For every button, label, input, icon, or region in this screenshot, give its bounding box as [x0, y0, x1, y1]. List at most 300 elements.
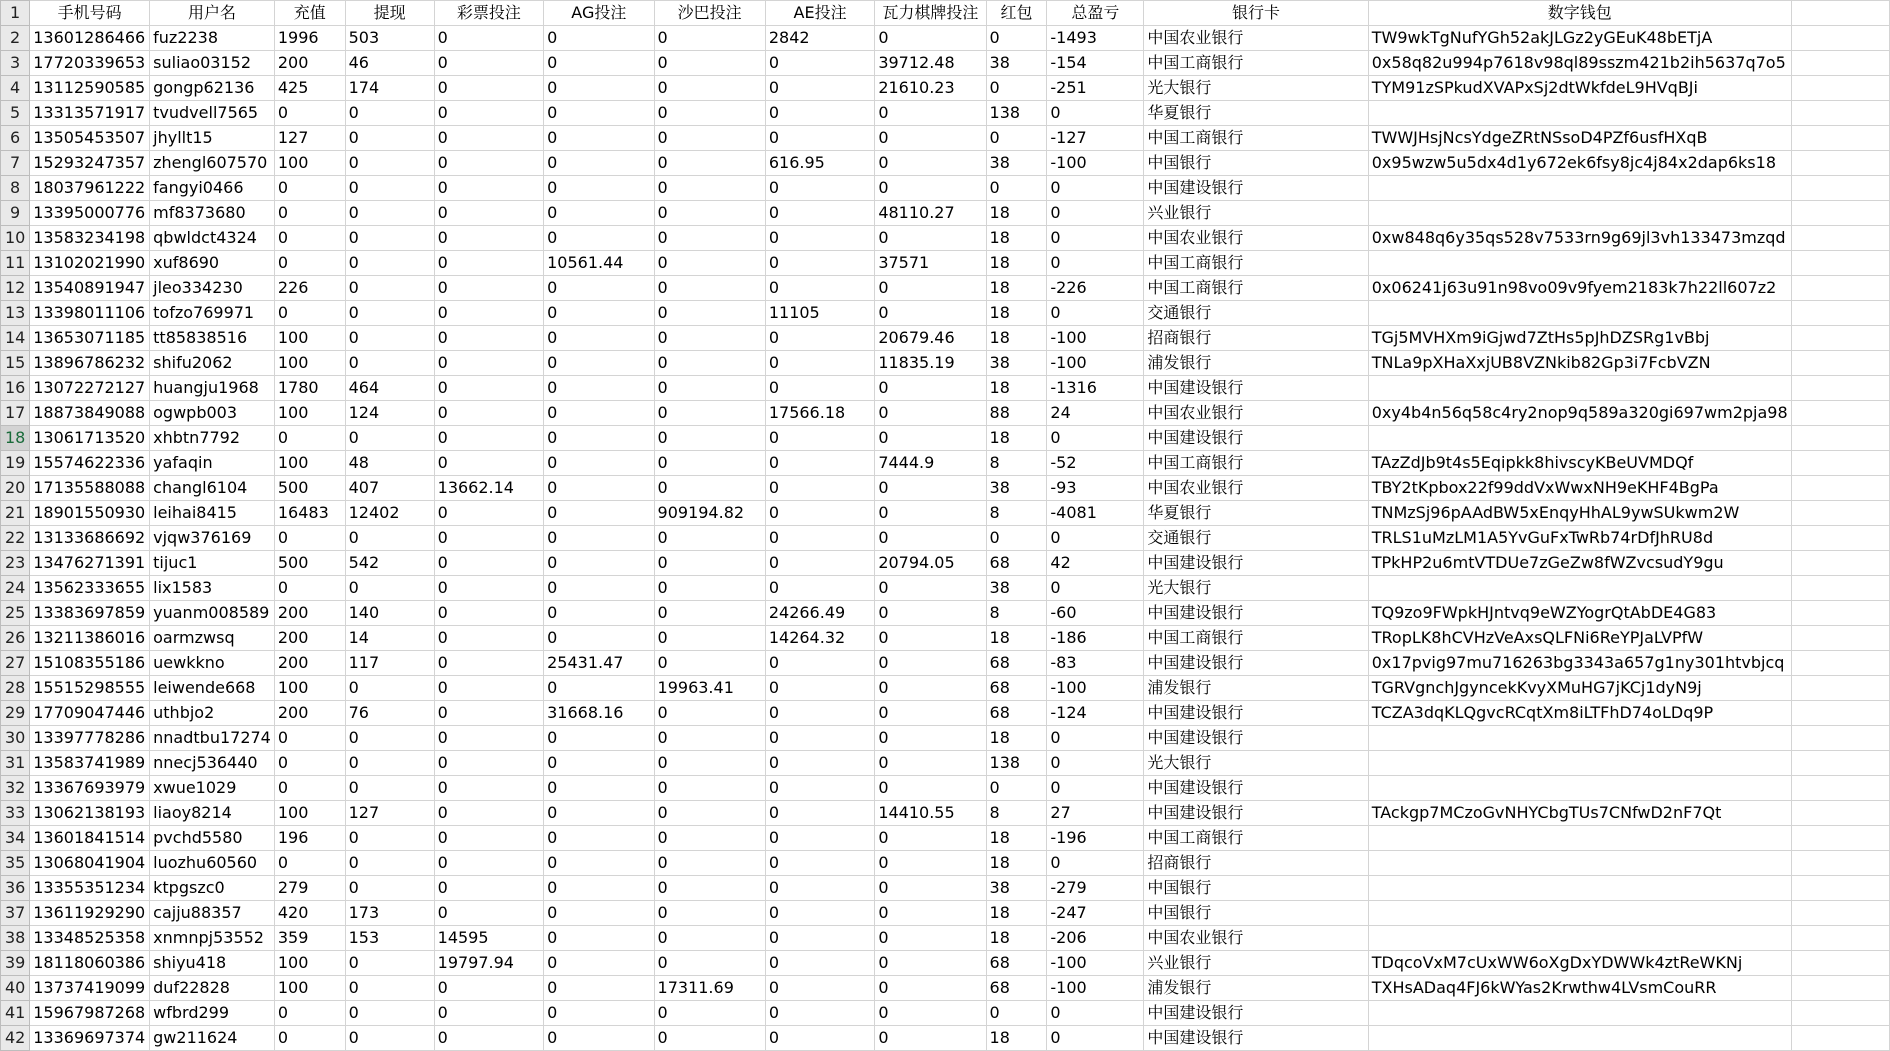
row-number[interactable]: 19 [1, 451, 30, 476]
table-cell[interactable]: -1493 [1047, 26, 1144, 51]
table-cell[interactable]: 中国工商银行 [1144, 126, 1368, 151]
table-cell[interactable]: 0 [544, 526, 654, 551]
table-cell[interactable]: leihai8415 [150, 501, 275, 526]
empty-cell[interactable] [1791, 426, 1889, 451]
table-cell[interactable]: 0 [544, 326, 654, 351]
table-cell[interactable]: 19797.94 [434, 951, 543, 976]
table-cell[interactable]: 0 [1047, 426, 1144, 451]
empty-cell[interactable] [1791, 26, 1889, 51]
table-cell[interactable]: TWWJHsjNcsYdgeZRtNSsoD4PZf6usfHXqB [1368, 126, 1791, 151]
table-cell[interactable]: 0 [875, 676, 986, 701]
table-cell[interactable]: 0 [1047, 101, 1144, 126]
table-cell[interactable] [1368, 1001, 1791, 1026]
table-cell[interactable]: 124 [345, 401, 434, 426]
table-cell[interactable]: 17709047446 [30, 701, 150, 726]
table-cell[interactable]: 0 [765, 776, 874, 801]
table-cell[interactable]: 0 [654, 126, 765, 151]
table-cell[interactable]: TAzZdJb9t4s5Eqipkk8hivscyKBeUVMDQf [1368, 451, 1791, 476]
table-cell[interactable]: 0 [1047, 751, 1144, 776]
table-cell[interactable]: 13112590585 [30, 76, 150, 101]
table-cell[interactable]: shiyu418 [150, 951, 275, 976]
table-cell[interactable]: 中国建设银行 [1144, 1001, 1368, 1026]
table-cell[interactable]: 17720339653 [30, 51, 150, 76]
table-cell[interactable]: 0 [345, 176, 434, 201]
table-cell[interactable]: 0 [765, 701, 874, 726]
row-number[interactable]: 11 [1, 251, 30, 276]
table-cell[interactable]: fangyi0466 [150, 176, 275, 201]
table-cell[interactable]: 18 [986, 1026, 1047, 1051]
table-cell[interactable]: 0 [986, 776, 1047, 801]
table-cell[interactable]: 0 [654, 251, 765, 276]
empty-cell[interactable] [1791, 526, 1889, 551]
row-number[interactable]: 8 [1, 176, 30, 201]
table-cell[interactable]: ogwpb003 [150, 401, 275, 426]
table-cell[interactable]: 中国银行 [1144, 901, 1368, 926]
table-cell[interactable]: 13395000776 [30, 201, 150, 226]
table-cell[interactable]: 0 [875, 576, 986, 601]
table-cell[interactable]: 0 [434, 651, 543, 676]
table-cell[interactable]: duf22828 [150, 976, 275, 1001]
table-cell[interactable]: 18 [986, 201, 1047, 226]
table-cell[interactable]: 0 [345, 426, 434, 451]
table-cell[interactable] [1368, 101, 1791, 126]
table-cell[interactable]: 0 [765, 476, 874, 501]
row-number[interactable]: 23 [1, 551, 30, 576]
table-cell[interactable]: 0 [544, 876, 654, 901]
table-cell[interactable]: oarmzwsq [150, 626, 275, 651]
table-cell[interactable]: 0 [875, 651, 986, 676]
row-number[interactable]: 40 [1, 976, 30, 1001]
table-cell[interactable]: -100 [1047, 326, 1144, 351]
table-cell[interactable] [1368, 776, 1791, 801]
table-cell[interactable]: 500 [274, 551, 345, 576]
table-cell[interactable]: 0 [765, 676, 874, 701]
table-cell[interactable]: 0 [654, 201, 765, 226]
table-cell[interactable]: 37571 [875, 251, 986, 276]
table-cell[interactable]: 13348525358 [30, 926, 150, 951]
table-cell[interactable]: 0 [654, 626, 765, 651]
table-cell[interactable]: 0 [345, 201, 434, 226]
table-cell[interactable]: 中国农业银行 [1144, 926, 1368, 951]
table-cell[interactable]: tofzo769971 [150, 301, 275, 326]
table-cell[interactable]: 18 [986, 726, 1047, 751]
empty-cell[interactable] [1791, 751, 1889, 776]
table-cell[interactable]: 0 [875, 726, 986, 751]
table-cell[interactable]: 0 [544, 226, 654, 251]
table-cell[interactable]: 0 [544, 26, 654, 51]
table-cell[interactable]: 0 [986, 126, 1047, 151]
table-cell[interactable]: fuz2238 [150, 26, 275, 51]
table-cell[interactable]: 0 [654, 226, 765, 251]
table-cell[interactable]: 24 [1047, 401, 1144, 426]
table-cell[interactable]: 0 [274, 176, 345, 201]
table-cell[interactable]: 38 [986, 151, 1047, 176]
table-cell[interactable]: 138 [986, 751, 1047, 776]
table-cell[interactable]: 13476271391 [30, 551, 150, 576]
table-cell[interactable]: 0 [875, 701, 986, 726]
table-cell[interactable]: 中国农业银行 [1144, 226, 1368, 251]
table-cell[interactable]: 14264.32 [765, 626, 874, 651]
table-cell[interactable]: 0 [875, 826, 986, 851]
table-cell[interactable]: 25431.47 [544, 651, 654, 676]
table-cell[interactable]: 0 [654, 701, 765, 726]
table-cell[interactable] [1368, 851, 1791, 876]
table-cell[interactable]: 0 [1047, 226, 1144, 251]
table-cell[interactable]: 19963.41 [654, 676, 765, 701]
table-cell[interactable]: 0 [654, 726, 765, 751]
table-cell[interactable]: TCZA3dqKLQgvcRCqtXm8iLTFhD74oLDq9P [1368, 701, 1791, 726]
row-number[interactable]: 34 [1, 826, 30, 851]
table-cell[interactable]: 38 [986, 476, 1047, 501]
table-cell[interactable]: -100 [1047, 151, 1144, 176]
table-cell[interactable]: -251 [1047, 76, 1144, 101]
table-cell[interactable]: 中国建设银行 [1144, 176, 1368, 201]
empty-cell[interactable] [1791, 976, 1889, 1001]
table-cell[interactable]: 18 [986, 426, 1047, 451]
table-cell[interactable]: 38 [986, 576, 1047, 601]
table-cell[interactable]: 0 [654, 751, 765, 776]
table-cell[interactable]: 中国建设银行 [1144, 776, 1368, 801]
table-cell[interactable]: 0 [544, 451, 654, 476]
table-cell[interactable]: 0 [765, 551, 874, 576]
table-cell[interactable]: 18 [986, 826, 1047, 851]
table-cell[interactable]: 0 [345, 101, 434, 126]
table-cell[interactable]: 0 [654, 351, 765, 376]
empty-cell[interactable] [1791, 51, 1889, 76]
table-cell[interactable]: 0 [765, 826, 874, 851]
table-cell[interactable]: 0 [274, 576, 345, 601]
table-cell[interactable] [1368, 301, 1791, 326]
table-cell[interactable]: jhyllt15 [150, 126, 275, 151]
table-cell[interactable]: 0 [765, 201, 874, 226]
table-cell[interactable]: 0 [345, 226, 434, 251]
row-number[interactable]: 2 [1, 26, 30, 51]
table-cell[interactable]: 18 [986, 626, 1047, 651]
table-cell[interactable]: 100 [274, 976, 345, 1001]
table-cell[interactable]: 0x95wzw5u5dx4d1y672ek6fsy8jc4j84x2dap6ks18 [1368, 151, 1791, 176]
table-cell[interactable]: 13583234198 [30, 226, 150, 251]
empty-cell[interactable] [1791, 676, 1889, 701]
table-cell[interactable]: gongp62136 [150, 76, 275, 101]
table-cell[interactable]: 0 [434, 201, 543, 226]
table-cell[interactable]: 招商银行 [1144, 851, 1368, 876]
table-cell[interactable]: 0 [765, 576, 874, 601]
table-cell[interactable]: tijuc1 [150, 551, 275, 576]
table-cell[interactable]: -196 [1047, 826, 1144, 851]
table-cell[interactable]: 0 [765, 126, 874, 151]
table-cell[interactable]: TGRVgnchJgyncekKvyXMuHG7jKCj1dyN9j [1368, 676, 1791, 701]
table-cell[interactable]: 0 [1047, 201, 1144, 226]
table-cell[interactable]: 0 [986, 76, 1047, 101]
table-cell[interactable]: -83 [1047, 651, 1144, 676]
table-cell[interactable]: 0 [654, 426, 765, 451]
table-cell[interactable]: 0 [544, 851, 654, 876]
table-cell[interactable]: 0 [544, 76, 654, 101]
table-cell[interactable]: 173 [345, 901, 434, 926]
table-cell[interactable]: 13068041904 [30, 851, 150, 876]
row-number[interactable]: 13 [1, 301, 30, 326]
table-cell[interactable]: 200 [274, 701, 345, 726]
table-cell[interactable]: 0 [875, 1026, 986, 1051]
table-cell[interactable]: 0 [654, 1026, 765, 1051]
empty-cell[interactable] [1791, 151, 1889, 176]
empty-cell[interactable] [1791, 926, 1889, 951]
table-cell[interactable]: 0 [765, 651, 874, 676]
empty-cell[interactable] [1791, 951, 1889, 976]
table-cell[interactable]: TQ9zo9FWpkHJntvq9eWZYogrQtAbDE4G83 [1368, 601, 1791, 626]
table-cell[interactable]: 31668.16 [544, 701, 654, 726]
table-cell[interactable]: 0 [875, 226, 986, 251]
table-cell[interactable]: 0 [875, 926, 986, 951]
row-number[interactable]: 17 [1, 401, 30, 426]
table-cell[interactable]: 464 [345, 376, 434, 401]
row-number[interactable]: 14 [1, 326, 30, 351]
header-cell-bank-card[interactable]: 银行卡 [1144, 1, 1368, 26]
table-cell[interactable]: 68 [986, 551, 1047, 576]
table-cell[interactable]: 18 [986, 926, 1047, 951]
table-cell[interactable]: 0 [765, 876, 874, 901]
row-number[interactable]: 22 [1, 526, 30, 551]
table-cell[interactable]: 0 [654, 526, 765, 551]
table-cell[interactable]: 0 [434, 451, 543, 476]
table-cell[interactable]: 招商银行 [1144, 326, 1368, 351]
table-cell[interactable]: 68 [986, 976, 1047, 1001]
table-cell[interactable]: 0 [654, 176, 765, 201]
table-cell[interactable]: 13061713520 [30, 426, 150, 451]
table-cell[interactable]: 13355351234 [30, 876, 150, 901]
table-cell[interactable]: qbwldct4324 [150, 226, 275, 251]
table-cell[interactable]: 11105 [765, 301, 874, 326]
table-cell[interactable]: mf8373680 [150, 201, 275, 226]
table-cell[interactable]: 0 [765, 526, 874, 551]
table-cell[interactable]: 0 [765, 76, 874, 101]
table-cell[interactable]: 42 [1047, 551, 1144, 576]
table-cell[interactable]: 8 [986, 601, 1047, 626]
table-cell[interactable]: 13583741989 [30, 751, 150, 776]
table-cell[interactable]: cajju88357 [150, 901, 275, 926]
table-cell[interactable]: 100 [274, 801, 345, 826]
table-cell[interactable]: 0 [986, 26, 1047, 51]
table-cell[interactable]: 0 [274, 201, 345, 226]
table-cell[interactable]: 13737419099 [30, 976, 150, 1001]
table-cell[interactable]: 0 [544, 751, 654, 776]
row-number[interactable]: 1 [1, 1, 30, 26]
table-cell[interactable]: 0 [434, 126, 543, 151]
table-cell[interactable]: 0 [654, 301, 765, 326]
table-cell[interactable]: 0 [434, 351, 543, 376]
table-cell[interactable]: 0 [1047, 1001, 1144, 1026]
table-cell[interactable]: 100 [274, 151, 345, 176]
header-cell-saba-bet[interactable]: 沙巴投注 [654, 1, 765, 26]
table-cell[interactable] [1368, 251, 1791, 276]
table-cell[interactable]: 18 [986, 851, 1047, 876]
header-cell-lottery-bet[interactable]: 彩票投注 [434, 1, 543, 26]
header-cell-wali-bet[interactable]: 瓦力棋牌投注 [875, 1, 986, 26]
table-cell[interactable]: 0 [544, 401, 654, 426]
table-cell[interactable]: 13072272127 [30, 376, 150, 401]
table-cell[interactable]: xuf8690 [150, 251, 275, 276]
table-cell[interactable]: 0 [345, 526, 434, 551]
table-cell[interactable]: 0 [434, 426, 543, 451]
table-cell[interactable]: -154 [1047, 51, 1144, 76]
table-cell[interactable]: 0 [765, 101, 874, 126]
table-cell[interactable]: 100 [274, 676, 345, 701]
table-cell[interactable]: 0 [544, 551, 654, 576]
row-number[interactable]: 3 [1, 51, 30, 76]
table-cell[interactable]: uewkkno [150, 651, 275, 676]
table-cell[interactable]: 174 [345, 76, 434, 101]
table-cell[interactable]: 0 [544, 626, 654, 651]
row-number[interactable]: 6 [1, 126, 30, 151]
table-cell[interactable]: 浦发银行 [1144, 976, 1368, 1001]
empty-cell[interactable] [1791, 726, 1889, 751]
table-cell[interactable]: TXHsADaq4FJ6kWYas2Krwthw4LVsmCouRR [1368, 976, 1791, 1001]
table-cell[interactable]: 0 [1047, 726, 1144, 751]
table-cell[interactable]: 0 [544, 926, 654, 951]
table-cell[interactable] [1368, 576, 1791, 601]
table-cell[interactable] [1368, 826, 1791, 851]
table-cell[interactable]: 0 [345, 276, 434, 301]
row-number[interactable]: 9 [1, 201, 30, 226]
table-cell[interactable]: 中国建设银行 [1144, 601, 1368, 626]
table-cell[interactable]: 0 [875, 626, 986, 651]
table-cell[interactable]: 0x06241j63u91n98vo09v9fyem2183k7h22ll607z2 [1368, 276, 1791, 301]
table-cell[interactable]: 0 [345, 976, 434, 1001]
empty-cell[interactable] [1791, 551, 1889, 576]
table-cell[interactable]: 0 [765, 351, 874, 376]
table-cell[interactable]: 0 [654, 951, 765, 976]
table-cell[interactable]: 0 [544, 276, 654, 301]
table-cell[interactable]: 0x17pvig97mu716263bg3343a657g1ny301htvbjcq [1368, 651, 1791, 676]
table-cell[interactable]: 17566.18 [765, 401, 874, 426]
table-cell[interactable]: 0 [654, 451, 765, 476]
table-cell[interactable]: 0 [654, 826, 765, 851]
empty-cell[interactable] [1791, 326, 1889, 351]
table-cell[interactable]: 12402 [345, 501, 434, 526]
table-cell[interactable]: 48110.27 [875, 201, 986, 226]
table-cell[interactable]: TW9wkTgNufYGh52akJLGz2yGEuK48bETjA [1368, 26, 1791, 51]
table-cell[interactable]: 0 [274, 851, 345, 876]
table-cell[interactable]: 200 [274, 626, 345, 651]
table-cell[interactable]: 0 [345, 676, 434, 701]
row-number[interactable]: 10 [1, 226, 30, 251]
table-cell[interactable]: 140 [345, 601, 434, 626]
table-cell[interactable]: 0 [434, 51, 543, 76]
table-cell[interactable]: 0 [654, 876, 765, 901]
table-cell[interactable]: 浦发银行 [1144, 676, 1368, 701]
table-cell[interactable] [1368, 901, 1791, 926]
table-cell[interactable]: 0 [544, 826, 654, 851]
table-cell[interactable]: 0 [544, 726, 654, 751]
table-cell[interactable]: 17135588088 [30, 476, 150, 501]
table-cell[interactable]: 0 [875, 401, 986, 426]
row-number[interactable]: 18 [1, 426, 30, 451]
table-cell[interactable]: 15574622336 [30, 451, 150, 476]
table-cell[interactable]: 交通银行 [1144, 301, 1368, 326]
table-cell[interactable]: 20794.05 [875, 551, 986, 576]
table-cell[interactable]: 0 [986, 526, 1047, 551]
header-cell-withdraw[interactable]: 提现 [345, 1, 434, 26]
table-cell[interactable]: 88 [986, 401, 1047, 426]
table-cell[interactable]: 279 [274, 876, 345, 901]
table-cell[interactable]: 0 [875, 476, 986, 501]
table-cell[interactable]: 20679.46 [875, 326, 986, 351]
row-number[interactable]: 16 [1, 376, 30, 401]
table-cell[interactable]: 0 [345, 951, 434, 976]
table-cell[interactable]: 0 [274, 251, 345, 276]
table-cell[interactable]: 0 [654, 926, 765, 951]
table-cell[interactable]: 0 [765, 501, 874, 526]
table-cell[interactable]: 7444.9 [875, 451, 986, 476]
table-cell[interactable] [1368, 1026, 1791, 1051]
table-cell[interactable]: 18 [986, 226, 1047, 251]
table-cell[interactable]: 13601286466 [30, 26, 150, 51]
table-cell[interactable]: 0 [765, 926, 874, 951]
table-cell[interactable]: 0 [875, 776, 986, 801]
table-cell[interactable]: 中国银行 [1144, 151, 1368, 176]
empty-cell[interactable] [1791, 126, 1889, 151]
empty-cell[interactable] [1791, 251, 1889, 276]
table-cell[interactable]: 0 [1047, 1026, 1144, 1051]
table-cell[interactable]: 0 [765, 326, 874, 351]
empty-cell[interactable] [1791, 776, 1889, 801]
table-cell[interactable]: 13896786232 [30, 351, 150, 376]
table-cell[interactable]: 68 [986, 676, 1047, 701]
table-cell[interactable]: 0 [654, 776, 765, 801]
table-cell[interactable]: 0 [434, 76, 543, 101]
table-cell[interactable]: 0 [654, 401, 765, 426]
table-cell[interactable]: 中国农业银行 [1144, 26, 1368, 51]
table-cell[interactable]: -206 [1047, 926, 1144, 951]
table-cell[interactable]: 425 [274, 76, 345, 101]
table-cell[interactable]: 中国建设银行 [1144, 376, 1368, 401]
table-cell[interactable]: 13662.14 [434, 476, 543, 501]
empty-cell[interactable] [1791, 901, 1889, 926]
table-cell[interactable]: 光大银行 [1144, 751, 1368, 776]
table-cell[interactable]: 中国工商银行 [1144, 51, 1368, 76]
table-cell[interactable]: 0 [875, 901, 986, 926]
table-cell[interactable]: nnecj536440 [150, 751, 275, 776]
table-cell[interactable]: 0 [345, 851, 434, 876]
table-cell[interactable]: 0 [765, 976, 874, 1001]
table-cell[interactable]: 0 [1047, 776, 1144, 801]
table-cell[interactable]: changl6104 [150, 476, 275, 501]
table-cell[interactable]: 0 [434, 301, 543, 326]
table-cell[interactable]: 中国建设银行 [1144, 801, 1368, 826]
table-cell[interactable]: 中国工商银行 [1144, 826, 1368, 851]
table-cell[interactable]: 0 [986, 1001, 1047, 1026]
table-cell[interactable]: 0 [544, 476, 654, 501]
empty-cell[interactable] [1791, 176, 1889, 201]
table-cell[interactable]: 0 [765, 901, 874, 926]
table-cell[interactable]: 0 [434, 551, 543, 576]
table-cell[interactable]: 0 [544, 51, 654, 76]
table-cell[interactable]: 0 [345, 301, 434, 326]
table-cell[interactable]: 13540891947 [30, 276, 150, 301]
row-number[interactable]: 30 [1, 726, 30, 751]
table-cell[interactable]: 0 [434, 901, 543, 926]
table-cell[interactable]: TNLa9pXHaXxjUB8VZNkib82Gp3i7FcbVZN [1368, 351, 1791, 376]
table-cell[interactable]: 0 [654, 601, 765, 626]
table-cell[interactable]: 0 [434, 626, 543, 651]
table-cell[interactable]: 0 [345, 576, 434, 601]
empty-cell[interactable] [1791, 876, 1889, 901]
table-cell[interactable]: 0 [434, 326, 543, 351]
row-number[interactable]: 33 [1, 801, 30, 826]
table-cell[interactable]: 0 [765, 176, 874, 201]
table-cell[interactable]: -226 [1047, 276, 1144, 301]
empty-cell[interactable] [1791, 701, 1889, 726]
